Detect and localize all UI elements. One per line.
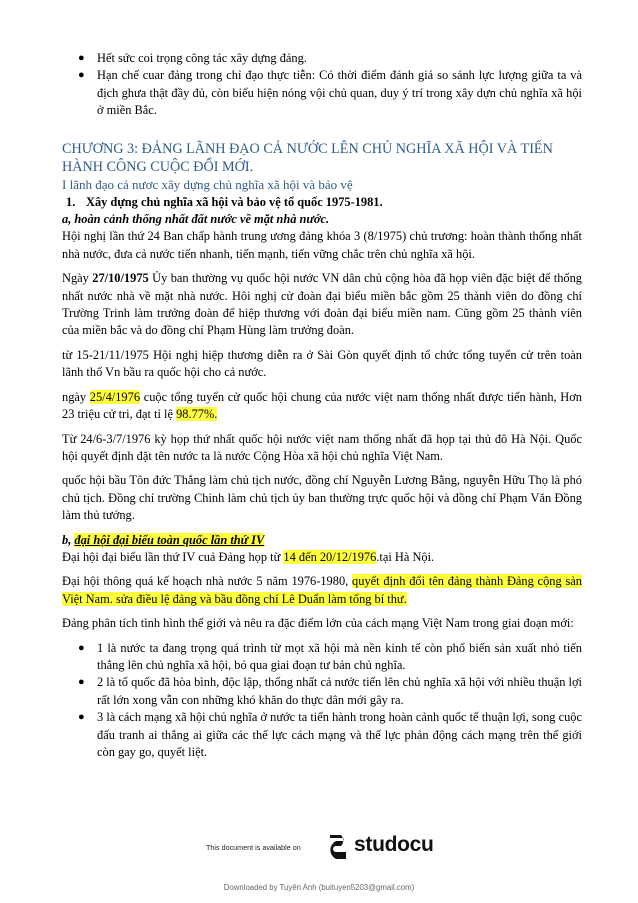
paragraph-9: Đảng phân tích tình hình thế giới và nêu ra đặc điểm lớn của cách mạng Việt Nam trong giai đoạn mới: xyxy=(62,616,574,631)
paragraph-text: Đại hội thông quá kế hoạch nhà nước 5 năm 1976-1980, xyxy=(62,574,353,589)
paragraph-text: cuộc tổng tuyển cử quốc hội chung của nước việt nam thống nhất được tiến hành, Hơn 23 triệu cử tri, đạt tỉ lệ xyxy=(62,389,582,422)
heading-text: Xây dựng chủ nghĩa xã hội và bảo vệ tổ quốc 1975-1981. xyxy=(86,194,383,209)
paragraph-text: Ủy ban thường vụ quốc hội nước VN dân chủ cộng hòa đã họp viên đặc biệt để thống nhất nước nhà về mặt nhà nước. Hôi nghị cử đoàn đại biểu miền bắc gồm 25 thành viên do đồng chí Trường Trinh làm trưởng đoàn để hiệp thương với đoàn đại biểu miền nam. Cũng gồm 25 thành viên của miền bắc và do đồng chí Phạm Hùng làm trưởng đoàn. xyxy=(62,271,582,338)
date-text: 27/10/1975 xyxy=(92,271,149,286)
section-title: I lãnh đạo cả nươc xây dựng chủ nghĩa xã hội và bảo vệ xyxy=(62,176,353,192)
list-item: ● 3 là cách mạng xã hội chủ nghĩa ở nước ta tiến hành trong hoàn cảnh quốc tế thuận lợi, song cuộc đấu tranh ai thắng ai giữa các thế lực cách mạng và thế lực phản động cách mạng trên thế giới còn gay go, quyết liệt. xyxy=(97,709,582,761)
list-item: ● Hạn chế cuar đảng trong chỉ đạo thực tiễn: Có thời điểm đánh giá so sánh lực lượng giữa ta và địch ghưa thật đầy đủ, còn biểu hiện nóng vội chủ quan, duy ý trí trong xây dựn chủ nghĩa xã hội ở miền Bắc. xyxy=(97,67,582,119)
paragraph-text: Ngày xyxy=(62,271,93,286)
characteristics-bullet-list xyxy=(62,640,582,762)
paragraph-6: quốc hội bầu Tôn đức Thắng làm chủ tịch nước, đồng chí Nguyễn Lương Bằng, nguyễn Hữu Thọ là phó chủ tịch. Đồng chí trường Chinh làm chủ tịch ủy ban thường trực quốc hội và đồng chí Phạm Văn Đồng làm thủ tướng. xyxy=(62,473,582,523)
highlighted-decision: quyết định đổi tên đảng thành Đảng cộng sản Việt Nam. sửa điều lệ đảng và bầu đồng chí Lê Duẩn làm tổng bí thư. xyxy=(62,574,582,606)
list-item: ● 2 là tổ quốc đã hòa bình, độc lập, thống nhất cả nước tiến lên chủ nghĩa xã hội với nhiều thuận lợi rất lớn xong vẫn con những khó khăn do thực dân mới gây ra. xyxy=(97,674,582,709)
list-item: ● Hết sức coi trọng công tác xây dựng đảng. xyxy=(97,50,582,67)
paragraph-text: .tại Hà Nội. xyxy=(376,549,435,564)
paragraph-5: Từ 24/6-3/7/1976 kỳ họp thứ nhất quốc hội nước việt nam thống nhất đã họp tại thủ đô Hà Nội. Quốc hội quyết định đặt tên nước ta là nước Cộng Hòa xã hội chủ nghĩa Việt Nam. xyxy=(62,431,582,463)
numbered-heading xyxy=(66,194,582,211)
available-on-text: This document is available on xyxy=(206,843,301,852)
paragraph-text: ngày xyxy=(62,389,90,404)
heading-number: 1. xyxy=(66,194,76,209)
highlighted-date: 25/4/1976 xyxy=(89,389,141,404)
downloaded-by-text: Downloaded by Tuyên Anh (buituyen5203@gmail.com) xyxy=(223,883,415,892)
chapter-title: CHƯƠNG 3: ĐẢNG LÃNH ĐẠO CẢ NƯỚC LÊN CHỦ NGHĨA XÃ HỘI VÀ TIẾN HÀNH CÔNG CUỘC ĐỔI MỚI. xyxy=(62,140,553,175)
paragraph-text: Đại hội đại biểu lần thứ IV cuả Đảng họp từ xyxy=(62,549,284,564)
subsection-a-title: a, hoàn cảnh thống nhất đất nước về mặt nhà nước. xyxy=(62,212,330,227)
studocu-logo[interactable] xyxy=(326,832,434,862)
document-body xyxy=(62,50,582,761)
paragraph-3: từ 15-21/11/1975 Hội nghị hiệp thương diễn ra ở Sài Gòn quyết định tổ chức tổng tuyển cử trên toàn lãnh thổ Vn bầu ra quốc hội cho cả nước. xyxy=(62,347,582,380)
studocu-logo-icon xyxy=(326,832,352,862)
list-item: ● 1 là nước ta đang trọng quá trình từ mọt xã hội mà nền kinh tế còn phổ biến sản xuất nhỏ tiến thẳng lên chủ nghĩa xã hội, bỏ qua giai đoạn tư bản chủ nghĩa. xyxy=(97,640,582,675)
highlighted-subsection-title: đại hội đại biểu toàn quốc lần thứ IV xyxy=(74,532,265,547)
highlighted-date: 14 đến 20/12/1976 xyxy=(283,549,377,564)
subsection-b-title xyxy=(62,532,582,549)
highlighted-rate: 98.77%. xyxy=(176,407,218,422)
paragraph-4 xyxy=(62,389,582,424)
intro-bullet-list xyxy=(62,50,582,120)
brand-name: studocu xyxy=(354,833,434,856)
subsection-prefix: b, xyxy=(62,532,75,547)
paragraph-2 xyxy=(62,270,582,340)
paragraph-1: Hội nghị lần thứ 24 Ban chấp hành trung ương đảng khóa 3 (8/1975) chủ trương: hoàn thành thống nhất nhà nước, đưa cả nước tiến nhanh, tiến mạnh, tiến vững chắc trên chủ nghĩa xã hội. xyxy=(62,229,582,261)
paragraph-8 xyxy=(62,573,582,608)
paragraph-7 xyxy=(62,549,582,566)
